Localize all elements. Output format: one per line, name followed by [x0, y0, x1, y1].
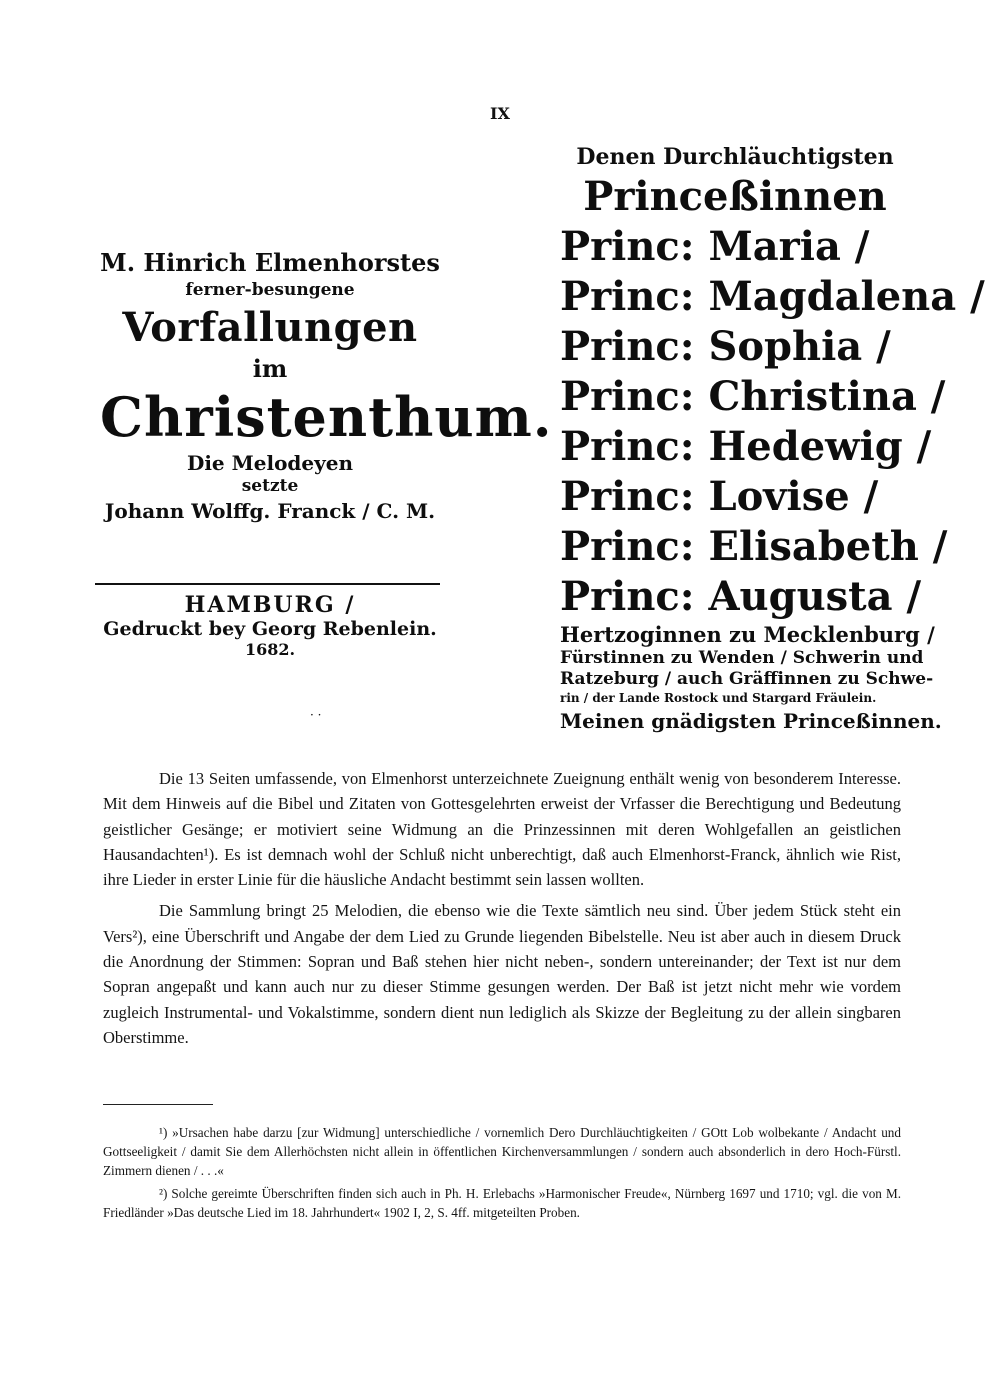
imprint-place: HAMBURG /	[184, 592, 356, 618]
title-line-1: Vorfallungen	[122, 304, 418, 351]
imprint-block	[100, 592, 440, 660]
princess-line: Princ: Sophia /	[560, 323, 891, 370]
dedication-intro: Denen Durchläuchtigsten	[576, 144, 894, 170]
title-author: M. Hinrich Elmenhorstes	[100, 248, 440, 277]
title-subtitle: ferner-besungene	[185, 280, 355, 300]
footnote: ¹) »Ursachen habe darzu [zur Widmung] unterschiedliche / vornemlich Dero Durchläuchtigkeiten / GOtt Lob wolbekante / Andacht und Gottseeligkeit / damit Sie dem Allerhöchsten nicht allein in öffentlichen Kirchenversammlungen / sondern auch absonderlich in dero Hoch-Fürstl. Zimmern dienen / . . .«	[103, 1125, 901, 1178]
princess-line: Princ: Augusta /	[560, 573, 922, 620]
dedication-title-3: Ratzeburg / auch Gräffinnen zu Schwe-	[560, 669, 934, 689]
princess-line: Princ: Christina /	[560, 373, 946, 420]
princess-line: Princ: Magdalena /	[560, 273, 985, 320]
print-speck: · ·	[310, 708, 322, 722]
title-line-3: Christenthum.	[100, 385, 553, 449]
princess-line: Princ: Elisabeth /	[560, 523, 948, 570]
princess-line: Princ: Hedewig /	[560, 423, 932, 470]
dedication-title-1: Hertzoginnen zu Mecklenburg /	[560, 622, 935, 647]
page-number: IX	[490, 104, 510, 123]
dedication-title-2: Fürstinnen zu Wenden / Schwerin und	[560, 648, 924, 668]
footnotes	[103, 1123, 901, 1222]
footnote-rule	[103, 1104, 213, 1105]
dedication-block	[560, 142, 985, 736]
dedication-heading: Princeßinnen	[583, 173, 887, 220]
imprint-year: 1682.	[244, 640, 296, 659]
melody-line: Die Melodeyen	[186, 451, 354, 475]
title-divider	[95, 583, 440, 585]
title-line-2: im	[252, 354, 288, 383]
dedication-closing: Meinen gnädigsten Princeßinnen.	[560, 709, 942, 733]
body-paragraph: Die Sammlung bringt 25 Melodien, die ebenso wie die Texte sämtlich neu sind. Über jedem Stück steht ein Vers²), eine Überschrift und Angabe der dem Lied zu Grunde liegenden Bibelstelle. Neu ist aber auch in diesem Druck die Anordnung der Stimmen: Sopran und Baß stehen hier nicht neben-, sondern untereinander; der Text ist nur dem Sopran angepaßt und kann auch nur zu dieser Stimme gesungen werden. Der Baß ist jetzt nicht mehr wie vordem zugleich Instrumental- und Vokalstimme, sondern dient nun lediglich als Skizze der Begleitung zu der allein singbaren Oberstimme.	[103, 901, 901, 1047]
princess-line: Princ: Maria /	[560, 223, 870, 270]
body-text	[103, 766, 901, 1050]
title-page-block	[100, 248, 553, 526]
footnote: ²) Solche gereimte Überschriften finden sich auch in Ph. H. Erlebachs »Harmonischer Freude«, Nürnberg 1697 und 1710; vgl. die von M. Friedländer »Das deutsche Lied im 18. Jahrhundert« 1902 I, 2, S. 4ff. mitgeteilten Proben.	[103, 1186, 901, 1220]
princess-line: Princ: Lovise /	[560, 473, 879, 520]
imprint-printer: Gedruckt bey Georg Rebenlein.	[103, 618, 437, 640]
body-paragraph: Die 13 Seiten umfassende, von Elmenhorst unterzeichnete Zueignung enthält wenig von besonderem Interesse. Mit dem Hinweis auf die Bibel und Zitaten von Gottesgelehrten erweist der Vrfasser die Berechtigung und Bedeutung geistlicher Gesänge; er motiviert seine Widmung an die Prinzessinnen mit deren Wohlgefallen an geistlichen Hausandachten¹). Es ist demnach wohl der Schluß nicht unberechtigt, daß auch Elmenhorst-Franck, ähnlich wie Rist, ihre Lieder in erster Linie für die häusliche Andacht bestimmt sein lassen wollten.	[103, 769, 901, 890]
dedication-title-4: rin / der Lande Rostock und Stargard Fräulein.	[560, 691, 877, 705]
setter-line: setzte	[241, 476, 299, 496]
composer-line: Johann Wolffg. Franck / C. M.	[104, 499, 436, 523]
